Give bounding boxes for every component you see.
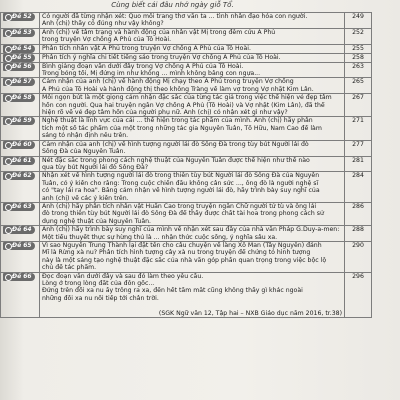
toc-line: (SGK Ngữ văn 12, Tập hai – NXB Giáo dục năm 2016, tr.38) <box>158 309 342 317</box>
toc-body <box>1 13 372 318</box>
exercise-badge: Đề 54 <box>3 45 35 53</box>
toc-line: hiện rõ về vẻ đẹp tâm hồn của người phụ nữ. Anh (chị) có nhận xét gì như vậy? <box>42 109 288 117</box>
toc-text-cell <box>40 241 345 272</box>
toc-line: Lòng ở trong lòng đất của đôn gốc... <box>42 280 155 287</box>
toc-text-cell <box>40 78 345 94</box>
toc-page-number: 267 <box>345 94 372 117</box>
toc-text-cell <box>40 226 345 242</box>
toc-line: trong truyện Vợ chồng A Phủ của Tô Hoài. <box>42 36 172 44</box>
toc-text-cell <box>40 272 345 317</box>
toc-line: có "tay lái ra hoa". Bằng cảm nhận về hình tượng người lái đò, hãy trình bày suy nghĩ của <box>42 187 320 195</box>
toc-row <box>1 78 372 94</box>
toc-page-number: 288 <box>345 226 372 242</box>
toc-line: A Phủ của Tô Hoài và hành động thị theo không Tràng về làm vợ trong Vợ nhặt Kim Lân. <box>42 85 314 93</box>
exercise-badge: Đề 63 <box>3 203 35 211</box>
toc-line: Mỗi ngọn bút là một giọng cảm nhận đặc sắc của từng tác giả trong việc thể hiện vẻ đẹp tâm <box>42 94 332 102</box>
toc-line: dụng nghệ thuật của Nguyễn Tuân. <box>42 217 152 225</box>
toc-page-number: 271 <box>345 117 372 140</box>
toc-line: Phân tích nhân vật A Phủ trong truyện Vợ chồng A Phủ của Tô Hoài. <box>42 44 251 52</box>
toc-line: Cảm nhận của anh (chị) về hình tượng người lái đò Sông Đà trong tùy bút Người lái đò <box>42 140 309 148</box>
toc-page-number: 265 <box>345 78 372 94</box>
toc-row <box>1 94 372 117</box>
exercise-badge: Đề 64 <box>3 226 35 234</box>
toc-line <box>42 302 342 309</box>
toc-badge-cell <box>1 94 40 117</box>
toc-line: qua tùy bút Người lái đò Sông Đà? <box>42 163 149 171</box>
exercise-badge: Đề 53 <box>3 29 35 37</box>
toc-text-cell <box>40 44 345 53</box>
toc-text-cell <box>40 140 345 156</box>
toc-line: Tuân, có ý kiến cho rằng: Trong cuộc chiến đấu không cân sức ..., ông đò là người nghệ sĩ <box>42 179 319 187</box>
toc-line: Cảm nhận của anh (chị) về hành động Mị chạy theo A Phủ trong truyện Vợ chồng <box>42 78 294 86</box>
exercise-badge: Đề 59 <box>3 117 35 125</box>
exercise-badge: Đề 61 <box>3 157 35 165</box>
toc-text-cell <box>40 62 345 78</box>
toc-page-number: 252 <box>345 28 372 44</box>
toc-table <box>0 12 372 318</box>
toc-line: Vì sao Nguyễn Trung Thành lại đặt tên cho câu chuyện về làng Xô Man (Tây Nguyên) đánh <box>42 241 322 249</box>
toc-page-number: 258 <box>345 53 372 62</box>
toc-line: Nhận xét về hình tượng người lái đò trong thiên tùy bút Người lái đò Sông Đà của Nguyễn <box>42 172 320 180</box>
toc-text-cell <box>40 172 345 203</box>
toc-row <box>1 202 372 225</box>
toc-page-number: 263 <box>345 62 372 78</box>
toc-text-cell <box>40 13 345 29</box>
toc-page-number: 296 <box>345 272 372 317</box>
toc-line: này là một sáng tạo nghệ thuật đặc sắc của nhà văn góp phần quan trọng trong việc bộc lộ <box>42 256 327 264</box>
exercise-badge: Đề 62 <box>3 172 35 180</box>
exercise-badge: Đề 60 <box>3 141 35 149</box>
toc-badge-cell <box>1 117 40 140</box>
toc-row <box>1 13 372 29</box>
toc-line: Nét đặc sắc trong phong cách nghệ thuật của Nguyễn Tuân được thể hiện như thế nào <box>42 156 310 164</box>
toc-row <box>1 272 372 317</box>
exercise-badge: Đề 52 <box>3 13 35 21</box>
toc-line: Anh (chị) hãy phân tích nhân vật Huấn Cao trong truyện ngắn Chữ người tử tù và ông lái <box>42 202 317 210</box>
toc-badge-cell <box>1 172 40 203</box>
toc-row <box>1 62 372 78</box>
toc-row <box>1 241 372 272</box>
toc-row <box>1 140 372 156</box>
toc-badge-cell <box>1 44 40 53</box>
toc-row <box>1 28 372 44</box>
toc-badge-cell <box>1 140 40 156</box>
toc-line: sáng tỏ nhận định nêu trên. <box>42 132 129 140</box>
toc-page-number: 286 <box>345 202 372 225</box>
toc-line: Mĩ là Rừng xà nu? Phân tích hình tượng cây xà nu trong truyện để chứng tỏ hình tượng <box>42 249 311 257</box>
toc-line: đò trong thiên tùy bút Người lái đò Sông Đà để thấy được chất tài hoa trong phong cách sử <box>42 210 324 218</box>
toc-line: Trong bóng tối, Mị đứng im như không ... mình không bằng con ngựa... <box>42 70 261 78</box>
toc-line: Đứng trên đồi xa nu ấy trông ra xa, đến hết tầm mắt cũng không thấy gì khác ngoài <box>42 287 303 295</box>
toc-page-number: 277 <box>345 140 372 156</box>
exercise-badge: Đề 57 <box>3 78 35 86</box>
toc-badge-cell <box>1 13 40 29</box>
toc-badge-cell <box>1 28 40 44</box>
toc-line: anh (chị) về các ý kiến trên. <box>42 194 129 202</box>
toc-line: Anh (chị) hãy trình bày suy nghĩ của mình về nhận xét sau đây của nhà văn Pháp G.Duy-a-men: <box>42 226 340 234</box>
toc-line: Anh (chị) thấy có đúng như vậy không? <box>42 20 164 28</box>
toc-badge-cell <box>1 202 40 225</box>
toc-text-cell <box>40 156 345 172</box>
toc-page-number: 290 <box>345 241 372 272</box>
toc-badge-cell <box>1 272 40 317</box>
toc-badge-cell <box>1 78 40 94</box>
toc-page-number: 249 <box>345 13 372 29</box>
exercise-badge: Đề 65 <box>3 242 35 250</box>
exercise-badge: Đề 66 <box>3 273 35 281</box>
toc-page-number: 281 <box>345 156 372 172</box>
toc-line: Phân tích ý nghĩa chi tiết tiếng sáo trong truyện Vợ chồng A Phủ của Tô Hoài. <box>42 53 281 61</box>
toc-row <box>1 44 372 53</box>
toc-badge-cell <box>1 156 40 172</box>
toc-row <box>1 226 372 242</box>
toc-text-cell <box>40 53 345 62</box>
toc-line: Một tiểu thuyết thực sự hừng thú là ... nhận thức cuộc sống, ý nghĩa sâu xa. <box>42 233 278 241</box>
toc-line: những đồi xa nu nối tiếp tới chân trời. <box>42 294 159 302</box>
toc-row <box>1 156 372 172</box>
toc-badge-cell <box>1 53 40 62</box>
exercise-badge: Đề 56 <box>3 63 35 71</box>
toc-line: chủ đề tác phẩm. <box>42 264 97 272</box>
toc-line: tích một số tác phẩm của một trong những tác gia Nguyễn Tuân, Tố Hữu, Nam Cao để làm <box>42 124 322 132</box>
toc-page-number: 255 <box>345 44 372 53</box>
toc-text-cell <box>40 117 345 140</box>
exercise-badge: Đề 55 <box>3 54 35 62</box>
toc-row <box>1 172 372 203</box>
toc-text-cell <box>40 202 345 225</box>
header-text: Cùng biết cái đâu nhớ ngày giỗ Tổ. <box>111 1 234 9</box>
toc-row <box>1 53 372 62</box>
toc-text-cell <box>40 94 345 117</box>
toc-line: Có người đã từng nhận xét: Quo mỗi trang thơ văn ta ... tình nhân đạo hóa con người. <box>42 13 308 20</box>
toc-line: Nghệ thuật là lĩnh vực của cái ... thể hiện trong tác phẩm của mình. Anh (chị) hãy phân <box>42 117 313 125</box>
toc-text-cell <box>40 28 345 44</box>
toc-badge-cell <box>1 226 40 242</box>
toc-line: hồn con người. Qua hai truyện ngắn Vợ chồng A Phủ (Tô Hoài) và Vợ nhặt (Kim Lân), đã thể <box>42 101 325 109</box>
toc-line: Đọc đoạn văn dưới đây và sau đó làm theo yêu cầu. <box>42 272 204 280</box>
toc-page-number: 284 <box>345 172 372 203</box>
toc-line: Anh (chị) về tâm trạng và hành động của nhân vật Mị trong đêm cứu A Phủ <box>42 28 276 36</box>
toc-line: Bình giảng đoạn văn dưới đây trong Vợ chồng A Phủ của Tô Hoài. <box>42 62 244 70</box>
toc-line: Sông Đà của Nguyễn Tuân. <box>42 148 126 156</box>
toc-row <box>1 117 372 140</box>
toc-badge-cell <box>1 241 40 272</box>
toc-badge-cell <box>1 62 40 78</box>
exercise-badge: Đề 58 <box>3 94 35 102</box>
